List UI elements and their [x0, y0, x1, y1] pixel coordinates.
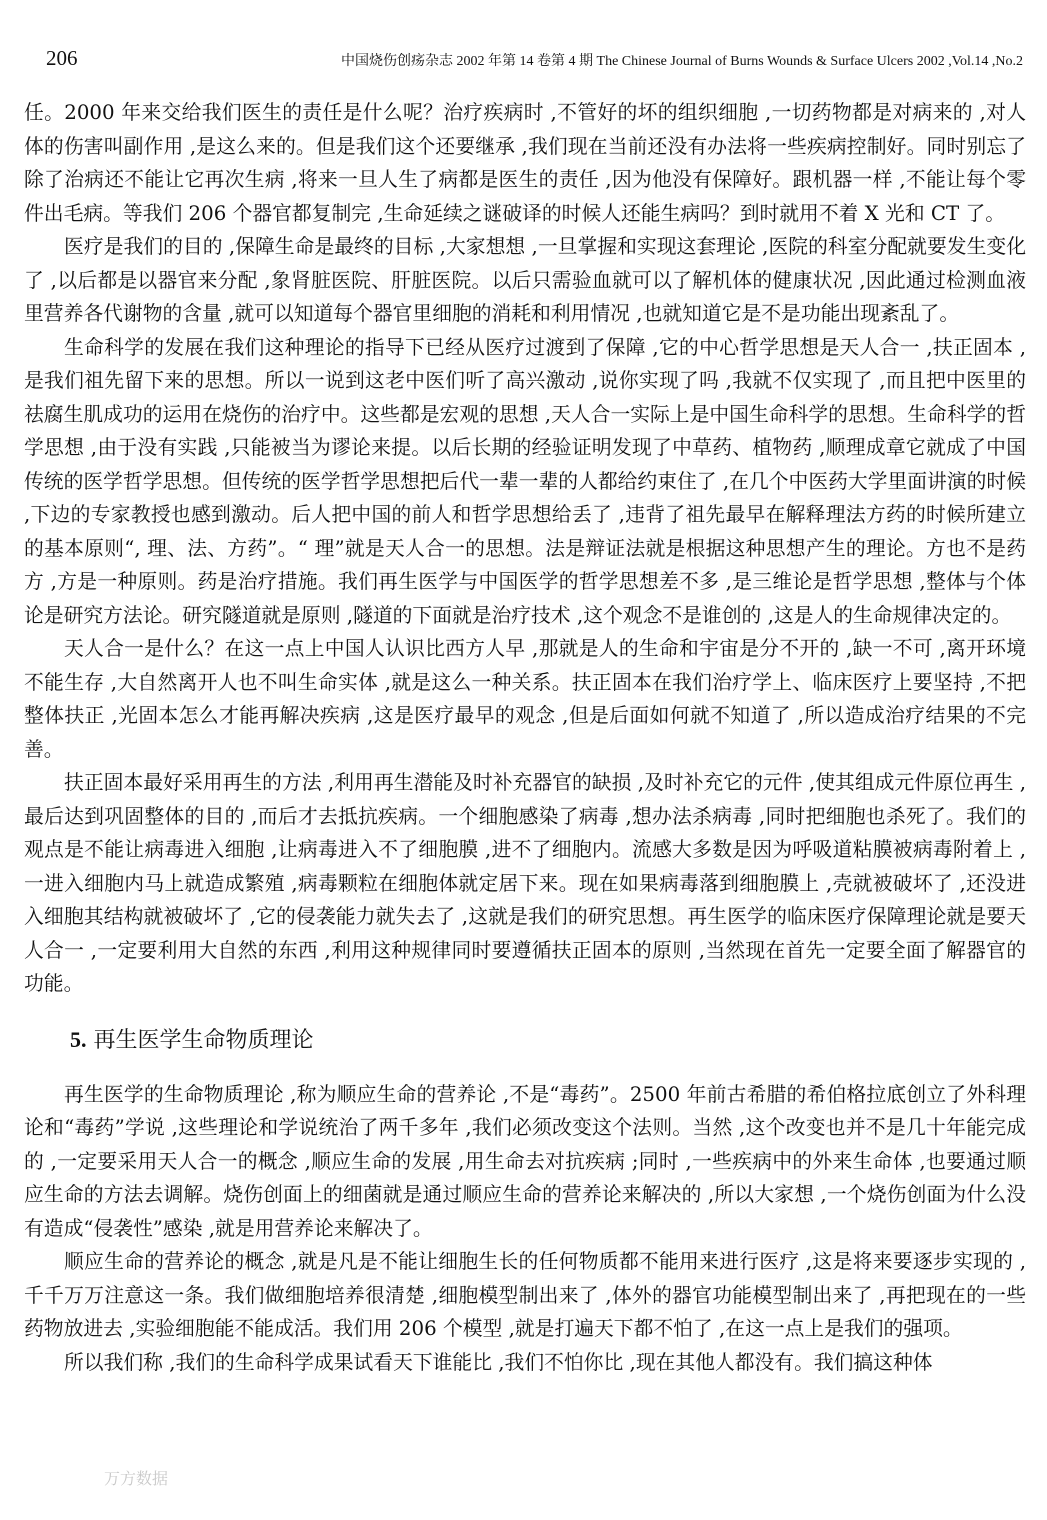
watermark: 万方数据	[104, 1469, 169, 1488]
page-header	[0, 44, 1047, 74]
paragraph: 扶正固本最好采用再生的方法 ,利用再生潜能及时补充器官的缺损 ,及时补充它的元件 ,使其组成元件原位再生 ,最后达到巩固整体的目的 ,而后才去抵抗疾病。一个细胞感染了病毒 ,想办法杀病毒 ,同时把细胞也杀死了。我们的观点是不能让病毒进入细胞 ,让病毒进入不了细胞膜 ,进不了细胞内。流感大多数是因为呼吸道粘膜被病毒附着上 ,一进入细胞内马上就造成繁殖 ,病毒颗粒在细胞体就定居下来。现在如果病毒落到细胞膜上 ,壳就被破坏了 ,还没进入细胞其结构就被破坏了 ,它的侵袭能力就失去了 ,这就是我们的研究思想。再生医学的临床医疗保障理论就是要天人合一 ,一定要利用大自然的东西 ,利用这种规律同时要遵循扶正固本的原则 ,当然现在首先一定要全面了解器官的功能。	[24, 771, 1026, 995]
paragraph: 医疗是我们的目的 ,保障生命是最终的目标 ,大家想想 ,一旦掌握和实现这套理论 ,医院的科室分配就要发生变化了 ,以后都是以器官来分配 ,象肾脏医院、肝脏医院。以后只需验血就可以了解机体的健康状况 ,因此通过检测血液里营养各代谢物的含量 ,就可以知道每个器官里细胞的消耗和利用情况 ,也就知道它是不是功能出现紊乱了。	[24, 235, 1026, 325]
paragraph: 天人合一是什么？在这一点上中国人认识比西方人早 ,那就是人的生命和宇宙是分不开的 ,缺一不可 ,离开环境不能生存 ,大自然离开人也不叫生命实体 ,就是这么一种关系。扶正固本在我们治疗学上、临床医疗上要坚持 ,不把整体扶正 ,光固本怎么才能再解决疾病 ,这是医疗最早的观念 ,但是后面如何就不知道了 ,所以造成治疗结果的不完善。	[24, 637, 1026, 761]
article-body	[24, 96, 1026, 1379]
section-title: 再生医学生命物质理论	[93, 1027, 314, 1053]
section-number: 5.	[70, 1026, 87, 1052]
paragraph: 任。2000 年来交给我们医生的责任是什么呢？治疗疾病时 ,不管好的坏的组织细胞 ,一切药物都是对病来的 ,对人体的伤害叫副作用 ,是这么来的。但是我们这个还要继承 ,我们现在当前还没有办法将一些疾病控制好。同时别忘了除了治病还不能让它再次生病 ,将来一旦人生了病都是医生的责任 ,因为他没有保障好。跟机器一样 ,不能让每个零件出毛病。等我们 206 个器官都复制完 ,生命延续之谜破译的时候人还能生病吗？到时就用不着 X 光和 CT 了。	[24, 101, 1026, 225]
section-heading	[70, 1023, 1026, 1054]
running-title: 中国烧伤创疡杂志 2002 年第 14 卷第 4 期 The Chinese Journal of Burns Wounds & Surface Ulcers 2002 ,Vol.14 ,No.2	[341, 54, 1023, 69]
paragraph: 所以我们称 ,我们的生命科学成果试看天下谁能比 ,我们不怕你比 ,现在其他人都没有。我们搞这种体	[64, 1350, 933, 1374]
paragraph: 再生医学的生命物质理论 ,称为顺应生命的营养论 ,不是“毒药”。2500 年前古希腊的希伯格拉底创立了外科理论和“毒药”学说 ,这些理论和学说统治了两千多年 ,我们必须改变这个法则。当然 ,这个改变也并不是几十年能完成的 ,一定要采用天人合一的概念 ,顺应生命的发展 ,用生命去对抗疾病 ;同时 ,一些疾病中的外来生命体 ,也要通过顺应生命的方法去调解。烧伤创面上的细菌就是通过顺应生命的营养论来解决的 ,所以大家想 ,一个烧伤创面为什么没有造成“侵袭性”感染 ,就是用营养论来解决了。	[24, 1082, 1026, 1240]
paragraph: 生命科学的发展在我们这种理论的指导下已经从医疗过渡到了保障 ,它的中心哲学思想是天人合一 ,扶正固本 ,是我们祖先留下来的思想。所以一说到这老中医们听了高兴激动 ,说你实现了吗 ,我就不仅实现了 ,而且把中医里的祛腐生肌成功的运用在烧伤的治疗中。这些都是宏观的思想 ,天人合一实际上是中国生命科学的思想。生命科学的哲学思想 ,由于没有实践 ,只能被当为谬论来提。以后长期的经验证明发现了中草药、植物药 ,顺理成章它就成了中国传统的医学哲学思想。但传统的医学哲学思想把后代一辈一辈的人都给约束住了 ,在几个中医药大学里面讲演的时候 ,下边的专家教授也感到激动。后人把中国的前人和哲学思想给丢了 ,违背了祖先最早在解释理法方药的时候所建立的基本原则“, 理、法、方药”。“ 理”就是天人合一的思想。法是辩证法就是根据这种思想产生的理论。方也不是药方 ,方是一种原则。药是治疗措施。我们再生医学与中国医学的哲学思想差不多 ,是三维论是哲学思想 ,整体与个体论是研究方法论。研究隧道就是原则 ,隧道的下面就是治疗技术 ,这个观念不是谁创的 ,这是人的生命规律决定的。	[24, 335, 1026, 627]
page-number: 206	[46, 46, 78, 70]
paragraph: 顺应生命的营养论的概念 ,就是凡是不能让细胞生长的任何物质都不能用来进行医疗 ,这是将来要逐步实现的 ,千千万万注意这一条。我们做细胞培养很清楚 ,细胞模型制出来了 ,体外的器官功能模型制出来了 ,再把现在的一些药物放进去 ,实验细胞能不能成活。我们用 206 个模型 ,就是打遍天下都不怕了 ,在这一点上是我们的强项。	[24, 1250, 1026, 1340]
